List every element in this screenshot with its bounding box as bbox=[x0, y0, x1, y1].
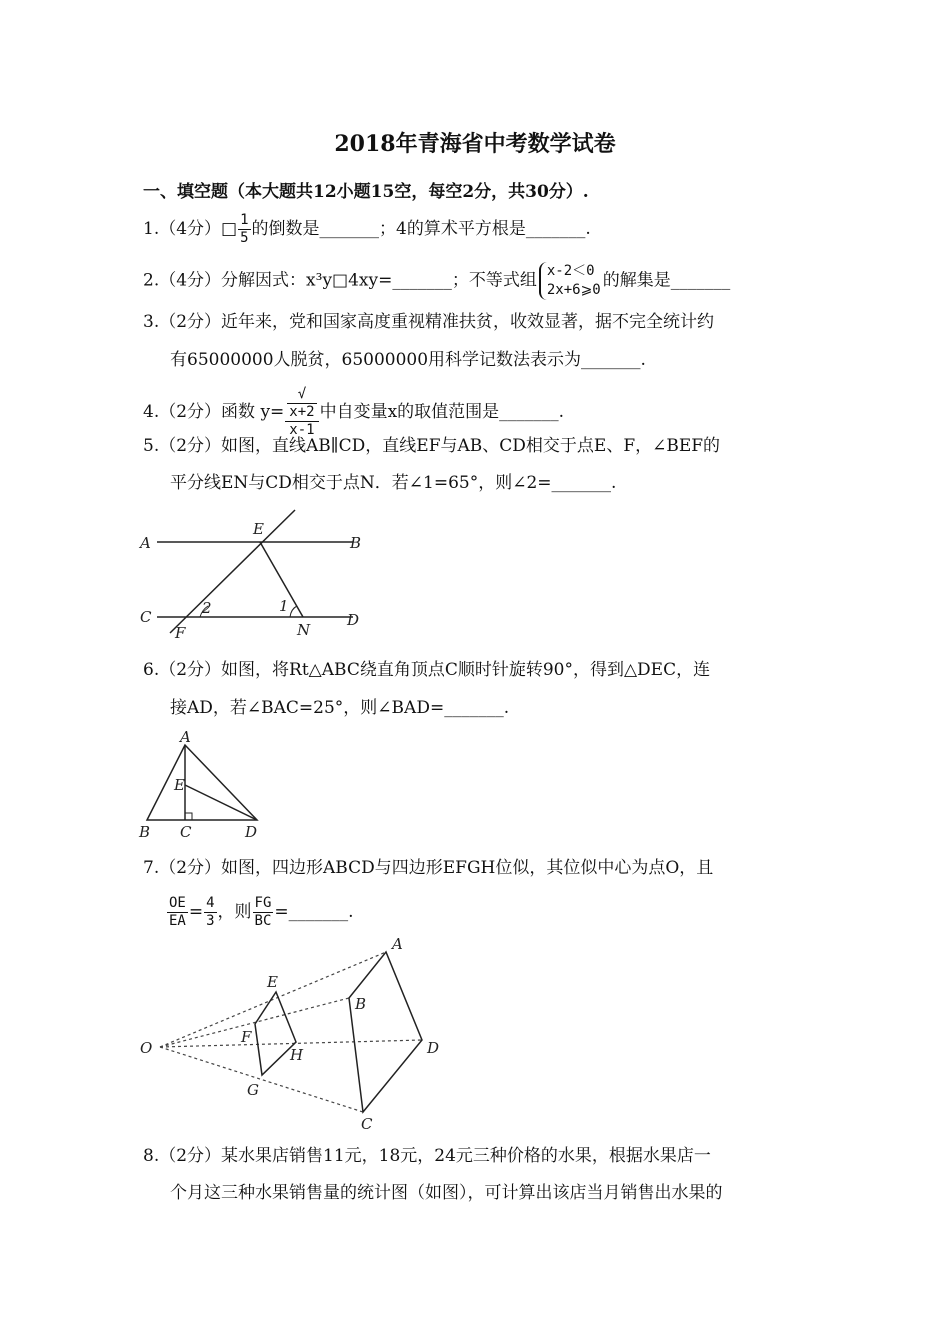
label-angle-2: 2 bbox=[202, 599, 212, 617]
question-8-line-2: 个月这三种水果销售量的统计图（如图），可计算出该店当月销售出水果的 bbox=[170, 1183, 723, 1203]
fraction-4-3: $\frac{4}{3}$ bbox=[206, 895, 215, 929]
label-n: N bbox=[297, 621, 311, 639]
inequality-system: x-2＜0 2x+6⩾0 bbox=[539, 262, 601, 300]
label-d: D bbox=[427, 1039, 440, 1057]
question-7-line-2: $\frac{OE}{EA}$ = $\frac{4}{3}$ ，则 $\frac{FG}{BC}$ =_______. bbox=[169, 895, 354, 929]
label-d: D bbox=[245, 823, 258, 841]
label-e: E bbox=[267, 973, 278, 991]
label-angle-1: 1 bbox=[279, 597, 289, 615]
figure-7-homothety bbox=[135, 935, 455, 1135]
label-a: A bbox=[180, 728, 191, 746]
label-h: H bbox=[290, 1046, 304, 1064]
label-o: O bbox=[140, 1039, 153, 1057]
question-5-line-1: 5.（2分）如图，直线AB∥CD，直线EF与AB、CD相交于点E、F，∠BEF的 bbox=[143, 436, 721, 456]
question-1: 1.（4分）□ $\frac{1}{5}$ 的倒数是_______；4的算术平方根是_______. bbox=[143, 212, 591, 246]
question-3-line-1: 3.（2分）近年来，党和国家高度重视精准扶贫，收效显著，据不完全统计约 bbox=[143, 312, 715, 332]
figure-5-parallel-lines bbox=[135, 505, 375, 645]
label-c: C bbox=[140, 608, 152, 626]
label-g: G bbox=[247, 1081, 259, 1099]
figure-6-rotated-triangle bbox=[135, 728, 275, 843]
fraction-fg-bc: $\frac{FG}{BC}$ bbox=[254, 895, 272, 929]
section-heading: 一、填空题（本大题共12小题15空，每空2分，共30分）. bbox=[143, 182, 589, 202]
question-2: 2.（4分）分解因式：x³y□4xy=_______；不等式组 x-2＜0 2x+6⩾0 的解集是_______ bbox=[143, 263, 731, 298]
question-5-line-2: 平分线EN与CD相交于点N．若∠1=65°，则∠2=_______. bbox=[170, 473, 617, 493]
label-f: F bbox=[241, 1028, 252, 1046]
function-fraction: √ x+2 x-1 bbox=[285, 386, 318, 439]
label-a: A bbox=[392, 935, 403, 953]
label-a: A bbox=[140, 534, 151, 552]
page-title: 2018年青海省中考数学试卷 bbox=[334, 131, 616, 157]
label-f: F bbox=[175, 624, 186, 642]
question-3-line-2: 有65000000人脱贫，65000000用科学记数法表示为_______. bbox=[170, 350, 646, 370]
question-8-line-1: 8.（2分）某水果店销售11元，18元，24元三种价格的水果，根据水果店一 bbox=[143, 1146, 711, 1166]
label-b: B bbox=[355, 995, 367, 1013]
fraction-oe-ea: $\frac{OE}{EA}$ bbox=[169, 895, 186, 929]
label-c: C bbox=[180, 823, 192, 841]
label-e: E bbox=[174, 776, 185, 794]
question-6-line-2: 接AD，若∠BAC=25°，则∠BAD=_______. bbox=[170, 698, 510, 718]
label-e: E bbox=[253, 520, 264, 538]
label-b: B bbox=[139, 823, 151, 841]
fraction-one-fifth: $\frac{1}{5}$ bbox=[240, 212, 249, 246]
label-b: B bbox=[350, 534, 362, 552]
label-d: D bbox=[347, 611, 360, 629]
label-c: C bbox=[361, 1115, 373, 1133]
question-6-line-1: 6.（2分）如图，将Rt△ABC绕直角顶点C顺时针旋转90°，得到△DEC，连 bbox=[143, 660, 711, 680]
question-7-line-1: 7.（2分）如图，四边形ABCD与四边形EFGH位似，其位似中心为点O，且 bbox=[143, 858, 714, 878]
question-4: 4.（2分）函数 y= √ x+2 x-1 中自变量x的取值范围是_______. bbox=[143, 386, 565, 438]
